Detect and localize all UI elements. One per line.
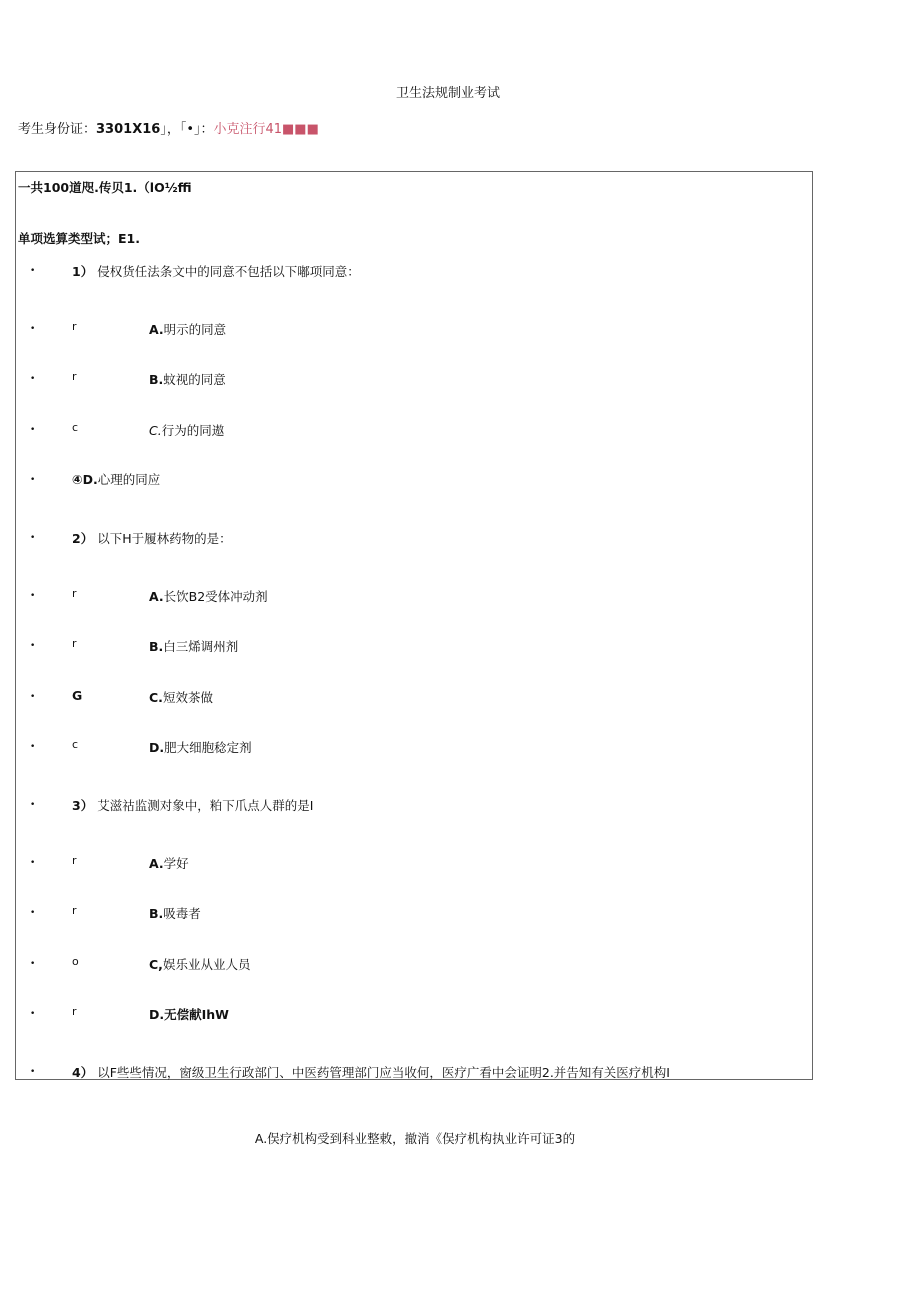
bullet: • bbox=[30, 425, 36, 435]
option-d[interactable] bbox=[149, 738, 252, 756]
radio-option-marker[interactable]: G bbox=[72, 688, 83, 703]
radio-option-marker[interactable]: r bbox=[72, 854, 77, 867]
bullet: • bbox=[30, 641, 36, 651]
option-text: 肥大细胞稔定剂 bbox=[164, 740, 252, 755]
question-3 bbox=[72, 796, 313, 814]
bullet: • bbox=[30, 533, 36, 543]
overflow-option-text: A.俣疗机构受到科业整敕，撤消《俣疗机构执业许可证3的 bbox=[254, 1131, 576, 1146]
question-number: 4） bbox=[72, 1065, 94, 1080]
exam-header: 一共100道咫.传贝1.（lO½ffi bbox=[18, 180, 192, 195]
option-c[interactable] bbox=[149, 955, 250, 973]
bullet: • bbox=[30, 266, 36, 276]
exam-box bbox=[15, 171, 813, 1080]
option-text: 吸毒者 bbox=[163, 906, 201, 921]
option-d-selected[interactable] bbox=[72, 470, 160, 488]
option-b[interactable] bbox=[149, 370, 226, 388]
option-letter: A. bbox=[149, 856, 164, 871]
question-text: 以下H于履林药物的是： bbox=[97, 531, 232, 546]
option-letter: B. bbox=[149, 906, 164, 921]
option-text: 心理的同应 bbox=[97, 472, 161, 487]
bullet: • bbox=[30, 800, 36, 810]
id-value: 3301X16 bbox=[96, 122, 161, 137]
option-letter: C. bbox=[149, 423, 162, 438]
question-number: 3） bbox=[72, 798, 94, 813]
bullet: • bbox=[30, 959, 36, 969]
option-b[interactable] bbox=[149, 904, 201, 922]
question-number: 1） bbox=[72, 264, 94, 279]
option-letter: D. bbox=[149, 1007, 165, 1022]
option-letter: C, bbox=[149, 957, 163, 972]
option-letter: A. bbox=[149, 589, 164, 604]
examinee-info bbox=[18, 118, 319, 137]
bullet: • bbox=[30, 692, 36, 702]
option-text: 行为的同遨 bbox=[161, 423, 225, 438]
radio-option-marker[interactable]: r bbox=[72, 587, 77, 600]
id-label: 考生身份证： bbox=[18, 122, 97, 137]
question-text: 艾滋祜监测对象中，粕下爪点人群的是I bbox=[97, 798, 314, 813]
option-text: 白三烯调州剂 bbox=[163, 639, 239, 654]
radio-option-marker[interactable]: r bbox=[72, 1005, 77, 1018]
option-letter: B. bbox=[149, 639, 164, 654]
option-a[interactable] bbox=[149, 854, 189, 872]
option-text: 学好 bbox=[163, 856, 189, 871]
question-2 bbox=[72, 529, 232, 547]
option-a[interactable] bbox=[149, 320, 226, 338]
option-d[interactable] bbox=[149, 1005, 229, 1023]
option-letter: C. bbox=[149, 690, 163, 705]
option-text: 蚊视的同意 bbox=[163, 372, 226, 387]
option-b[interactable] bbox=[149, 637, 238, 655]
option-a[interactable] bbox=[149, 587, 268, 605]
bullet: • bbox=[30, 591, 36, 601]
bullet: • bbox=[30, 742, 36, 752]
option-text: 明示的同意 bbox=[163, 322, 227, 337]
question-text: 以F些些情况，窗级卫生行政部门、中医药管理部门应当收何，医疗广看中会证明2.并告知有关医疗机构I bbox=[97, 1065, 670, 1080]
question-4 bbox=[72, 1063, 670, 1081]
radio-option-marker[interactable]: r bbox=[72, 320, 77, 333]
examinee-name: 小克注行41■■■ bbox=[213, 122, 319, 137]
bullet: • bbox=[30, 1009, 36, 1019]
radio-option-marker[interactable]: c bbox=[72, 421, 79, 434]
option-letter: B. bbox=[149, 372, 164, 387]
option-letter: A. bbox=[149, 322, 164, 337]
bullet: • bbox=[30, 1067, 36, 1077]
radio-option-marker[interactable]: r bbox=[72, 637, 77, 650]
info-separator: 」，「•」： bbox=[160, 122, 214, 137]
question-text: 侵权货任法条文中的同意不包括以下嘟项同意： bbox=[97, 264, 360, 279]
option-text: 娱乐业从业人员 bbox=[162, 957, 251, 972]
option-text: 长饮B2受体冲动剂 bbox=[163, 589, 268, 604]
radio-option-marker[interactable]: c bbox=[72, 738, 79, 751]
section-title: 单项选算类型试；E1. bbox=[18, 231, 140, 246]
option-text: 短效茶做 bbox=[162, 690, 213, 705]
bullet: • bbox=[30, 324, 36, 334]
radio-option-marker[interactable]: r bbox=[72, 904, 77, 917]
radio-option-marker[interactable]: o bbox=[72, 955, 79, 968]
option-c[interactable] bbox=[149, 421, 224, 439]
bullet: • bbox=[30, 908, 36, 918]
bullet: • bbox=[30, 374, 36, 384]
option-text: 无偿献IhW bbox=[164, 1007, 229, 1022]
question-number: 2） bbox=[72, 531, 94, 546]
option-letter: D. bbox=[149, 740, 165, 755]
question-1 bbox=[72, 262, 360, 280]
selected-marker: ④D. bbox=[72, 472, 98, 487]
radio-option-marker[interactable]: r bbox=[72, 370, 77, 383]
bullet: • bbox=[30, 858, 36, 868]
exam-title: 卫生法规制业考试 bbox=[395, 86, 500, 101]
bullet: • bbox=[30, 475, 36, 485]
option-c[interactable] bbox=[149, 688, 213, 706]
